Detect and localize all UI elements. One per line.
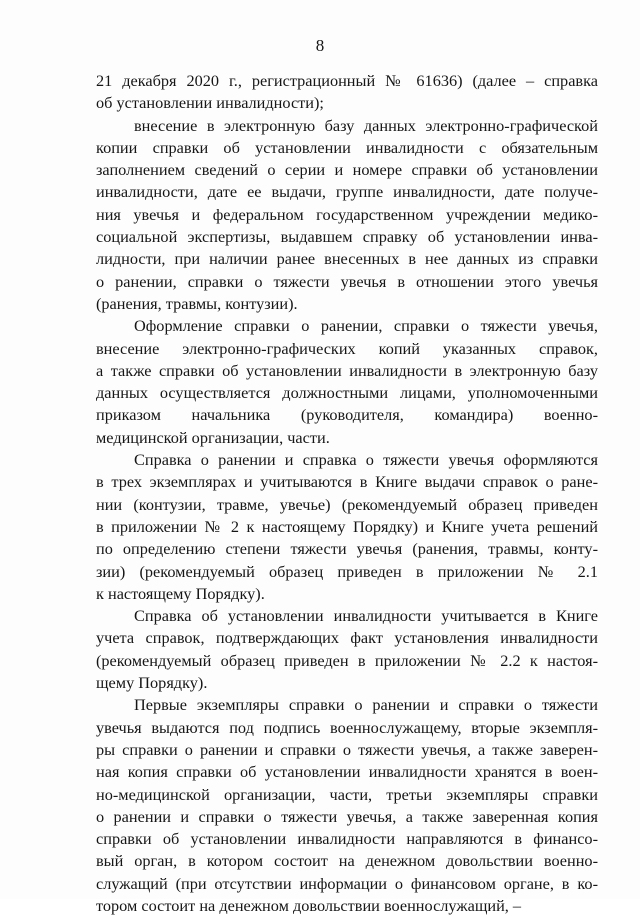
page-number: 8 <box>315 36 325 55</box>
text-line: (ранения, травмы, контузии). <box>96 293 298 313</box>
paragraph <box>96 70 598 115</box>
text-line: щему Порядку). <box>96 673 208 693</box>
text-line: копии справки об установлении инвалидности с обязательным <box>96 137 598 157</box>
text-line: Первые экземпляры справки о ранении и справки о тяжести <box>134 695 598 715</box>
paragraph <box>96 694 598 917</box>
text-line: внесение электронно-графических копий указанных справок, <box>96 338 598 358</box>
text-line: об установлении инвалидности); <box>96 93 324 113</box>
text-line: а также справки об установлении инвалидности в электронную базу <box>96 360 598 380</box>
text-line: о ранении и справки о тяжести увечья, а также заверенная копия <box>96 806 598 826</box>
text-line: зии) (рекомендуемый образец приведен в приложении № 2.1 <box>96 561 598 581</box>
text-line: ры справки о ранении и справки о тяжести увечья, а также заверен- <box>96 739 598 759</box>
text-line: ния увечья и федеральном государственном учреждении медико- <box>96 204 598 224</box>
text-line: справки об установлении инвалидности направляются в финансо- <box>96 829 598 849</box>
text-line: Справка об установлении инвалидности учитывается в Книге <box>134 606 598 626</box>
text-line: в приложении № 2 к настоящему Порядку) и Книге учета решений <box>96 516 598 536</box>
text-line: о ранении, справки о тяжести увечья в отношении этого увечья <box>96 271 598 291</box>
text-line: учета справок, подтверждающих факт установления инвалидности <box>96 628 598 648</box>
text-line: внесение в электронную базу данных электронно-графической <box>134 115 598 135</box>
text-line: Справка о ранении и справка о тяжести увечья оформляются <box>134 450 598 470</box>
text-line: 21 декабря 2020 г., регистрационный № 61636) (далее – справка <box>96 71 598 90</box>
document-body <box>96 70 598 917</box>
text-line: социальной экспертизы, выдавшем справку об установлении инва- <box>96 227 598 247</box>
text-line: данных осуществляется должностными лицами, уполномоченными <box>96 383 598 403</box>
text-line: ная копия справки об установлении инвалидности хранятся в воен- <box>96 762 598 782</box>
text-line: служащий (при отсутствии информации о финансовом органе, в ко- <box>96 873 598 893</box>
text-line: но-медицинской организации, части, третьи экземпляры справки <box>96 784 598 804</box>
text-line: заполнением сведений о серии и номере справки об установлении <box>96 160 598 180</box>
text-line: вый орган, в котором состоит на денежном довольствии военно- <box>96 851 598 871</box>
text-line: увечья выдаются под подпись военнослужащему, вторые экземпля- <box>96 717 598 737</box>
text-line: по определению степени тяжести увечья (ранения, травмы, конту- <box>96 539 598 559</box>
paragraph <box>96 449 598 605</box>
text-line: нии (контузии, травме, увечье) (рекомендуемый образец приведен <box>96 494 598 514</box>
paragraph <box>96 115 598 316</box>
text-line: медицинской организации, части. <box>96 427 330 447</box>
text-line: (рекомендуемый образец приведен в приложении № 2.2 к настоя- <box>96 650 598 670</box>
text-line: в трех экземплярах и учитываются в Книге выдачи справок о ране- <box>96 472 598 492</box>
text-line: приказом начальника (руководителя, командира) военно- <box>96 405 598 425</box>
text-line: лидности, при наличии ранее внесенных в нее данных из справки <box>96 249 598 269</box>
paragraph <box>96 315 598 449</box>
text-line: Оформление справки о ранении, справки о тяжести увечья, <box>134 316 598 336</box>
text-line: тором состоит на денежном довольствии военнослужащий, – <box>96 895 522 915</box>
text-line: к настоящему Порядку). <box>96 583 265 603</box>
paragraph <box>96 605 598 694</box>
text-line: инвалидности, дате ее выдачи, группе инвалидности, дате получе- <box>96 182 598 202</box>
